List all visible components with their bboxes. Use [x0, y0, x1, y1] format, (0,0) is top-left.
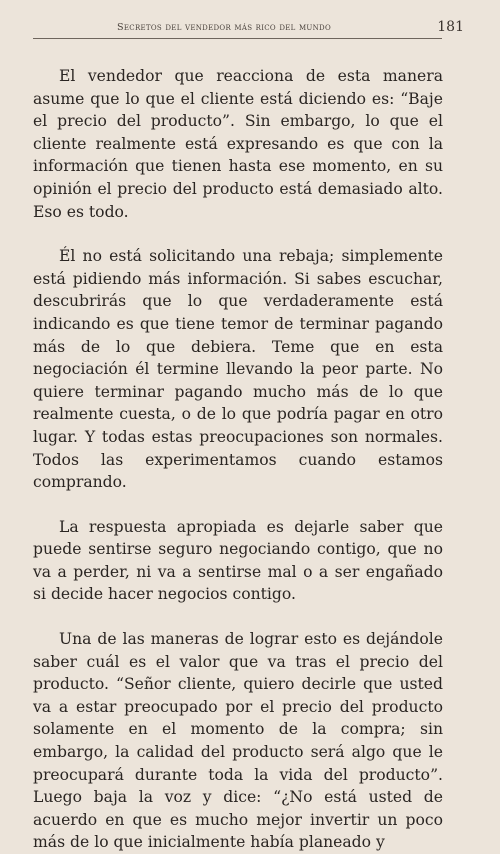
running-header: [33, 18, 464, 39]
page-body: [33, 65, 443, 854]
paragraph-4: Una de las maneras de lograr esto es dejándole saber cuál es el valor que va tras el precio del producto. “Señor cliente, quiero decirle que usted va a estar preocupado por el precio del producto solamente en el momento de la compra; sin embargo, la calidad del producto será algo que le preocupará durante toda la vida del producto”. Luego baja la voz y dice: “¿No está usted de acuerdo en que es mucho mejor invertir un poco más de lo que inicialmente había planeado y: [33, 630, 443, 852]
paragraph-2: Él no está solicitando una rebaja; simplemente está pidiendo más información. Si sabes escuchar, descubrirás que lo que verdaderamente está indicando es que tiene temor de terminar pagando más de lo que debiera. Teme que en esta negociación él termine llevando la peor parte. No quiere terminar pagando mucho más de lo que realmente cuesta, o de lo que podría pagar en otro lugar. Y todas estas preocupaciones son normales. Todos las experimentamos cuando estamos comprando.: [33, 247, 443, 492]
running-title: Secretos del vendedor más rico del mundo: [117, 22, 331, 33]
paragraph-1: El vendedor que reacciona de esta manera asume que lo que el cliente está diciendo es: “Baje el precio del producto”. Sin embargo, lo que el cliente realmente está expresando es que con la información que tienen hasta ese momento, en su opinión el precio del producto está demasiado alto. Eso es todo.: [33, 67, 443, 221]
page-number: 181: [437, 19, 464, 35]
paragraph-3: La respuesta apropiada es dejarle saber que puede sentirse seguro negociando contigo, que no va a perder, ni va a sentirse mal o a ser engañado si decide hacer negocios contigo.: [33, 517, 443, 604]
